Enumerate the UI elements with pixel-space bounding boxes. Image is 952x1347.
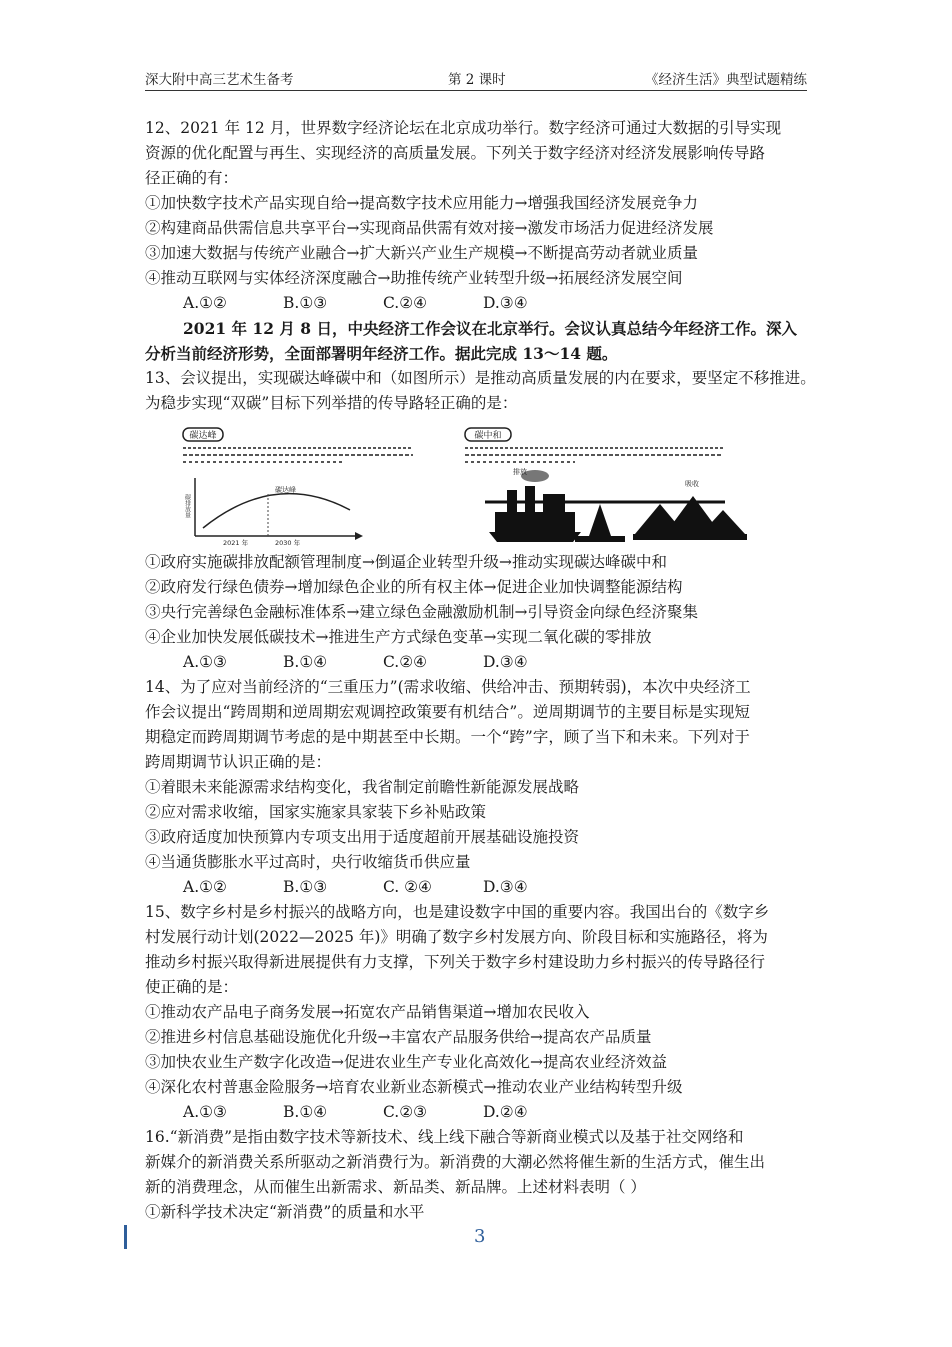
right-panel-title: 碳中和	[474, 431, 502, 441]
page-number: 3	[474, 1226, 486, 1247]
header-left: 深大附中高三艺术生备考	[145, 72, 294, 88]
statement-item: ③央行完善绿色金融标准体系→建立绿色金融激励机制→引导资金向绿色经济聚集	[145, 603, 698, 621]
answer-options	[145, 650, 835, 675]
option-b: B.①③	[283, 878, 328, 896]
left-panel-title: 碳达峰	[189, 431, 217, 441]
option-d: D.③④	[483, 653, 528, 671]
answer-options	[145, 875, 835, 900]
option-c: C. ②④	[383, 878, 432, 896]
question-stem: 15、数字乡村是乡村振兴的战略方向，也是建设数字中国的重要内容。我国出台的《数字乡	[145, 903, 770, 921]
question-stem: 16.“新消费”是指由数字技术等新技术、线上线下融合等新商业模式以及基于社交网络和	[145, 1128, 744, 1146]
question-stem: 跨周期调节认识正确的是：	[145, 753, 332, 771]
option-b: B.①④	[283, 653, 328, 671]
left-ylabel: 碳排放量	[183, 494, 191, 518]
statement-item: ①推动农产品电子商务发展→拓宽农产品销售渠道→增加农民收入	[145, 1003, 590, 1021]
right-left-label: 排放	[513, 468, 527, 476]
option-b: B.①③	[283, 294, 328, 312]
question-stem: 期稳定而跨周期调节考虑的是中期甚至中长期。一个“跨”字，顾了当下和未来。下列对于	[145, 728, 750, 746]
statement-item: ①新科学技术决定“新消费”的质量和水平	[145, 1203, 425, 1221]
statement-item: ③加快农业生产数字化改造→促进农业生产专业化高效化→提高农业经济效益	[145, 1053, 667, 1071]
question-stem: 新的消费理念，从而催生出新需求、新品类、新品牌。上述材料表明（ ）	[145, 1178, 646, 1196]
carbon-figure-graphic	[145, 424, 835, 546]
option-c: C.②③	[383, 1103, 428, 1121]
question-stem: 为稳步实现“双碳”目标下列举措的传导路轻正确的是：	[145, 394, 518, 412]
statement-item: ②推进乡村信息基础设施优化升级→丰富农产品服务供给→提高农产品质量	[145, 1028, 652, 1046]
option-d: D.③④	[483, 878, 528, 896]
statement-item: ①加快数字技术产品实现自给→提高数字技术应用能力→增强我国经济发展竞争力	[145, 194, 698, 212]
question-stem: 作会议提出“跨周期和逆周期宏观调控政策要有机结合”。逆周期调节的主要目标是实现短	[145, 703, 750, 721]
option-b: B.①④	[283, 1103, 328, 1121]
statement-item: ②构建商品供需信息共享平台→实现商品供需有效对接→激发市场活力促进经济发展	[145, 219, 714, 237]
statement-item: ③政府适度加快预算内专项支出用于适度超前开展基础设施投资	[145, 828, 580, 846]
option-a: A.①③	[183, 653, 227, 671]
statement-item: ①政府实施碳排放配额管理制度→倒逼企业转型升级→推动实现碳达峰碳中和	[145, 553, 667, 571]
question-stem: 使正确的是：	[145, 978, 239, 996]
left-x1: 2021 年	[223, 539, 249, 546]
statement-item: ②应对需求收缩，国家实施家具家装下乡补贴政策	[145, 803, 487, 821]
statement-item: ①着眼未来能源需求结构变化，我省制定前瞻性新能源发展战略	[145, 778, 580, 796]
question-12	[145, 116, 835, 316]
question-15	[145, 900, 835, 1125]
statement-item: ③加速大数据与传统产业融合→扩大新兴产业生产规模→不断提高劳动者就业质量	[145, 244, 698, 262]
question-16	[145, 1125, 835, 1225]
material-intro: 2021 年 12 月 8 日，中央经济工作会议在北京举行。会议认真总结今年经济工作。深入	[183, 319, 797, 338]
option-c: C.②④	[383, 294, 428, 312]
header-right: 《经济生活》典型试题精练	[645, 72, 807, 88]
statement-item: ④推动互联网与实体经济深度融合→助推传统产业转型升级→拓展经济发展空间	[145, 269, 683, 287]
option-a: A.①②	[183, 294, 227, 312]
carbon-figure	[145, 424, 835, 546]
question-13	[145, 366, 835, 675]
answer-options	[145, 1100, 835, 1125]
option-c: C.②④	[383, 653, 428, 671]
option-a: A.①②	[183, 878, 227, 896]
answer-options	[145, 291, 835, 316]
question-stem: 资源的优化配置与再生、实现经济的高质量发展。下列关于数字经济对经济发展影响传导路	[145, 144, 766, 162]
question-stem: 13、会议提出，实现碳达峰碳中和（如图所示）是推动高质量发展的内在要求，要坚定不移推进。	[145, 369, 816, 387]
page-margin-bar	[124, 1225, 127, 1249]
header-center: 第 2 课时	[448, 72, 506, 88]
question-stem: 12、2021 年 12 月，世界数字经济论坛在北京成功举行。数字经济可通过大数据的引导实现	[145, 119, 782, 137]
material-intro: 分析当前经济形势，全面部署明年经济工作。据此完成 13～14 题。	[145, 344, 618, 363]
document-body	[145, 116, 835, 1225]
statement-item: ④企业加快发展低碳技术→推进生产方式绿色变革→实现二氧化碳的零排放	[145, 628, 652, 646]
question-14	[145, 675, 835, 900]
statement-item: ④深化农村普惠金险服务→培育农业新业态新模式→推动农业产业结构转型升级	[145, 1078, 683, 1096]
question-stem: 径正确的有：	[145, 169, 239, 187]
statement-item: ④当通货膨胀水平过高时，央行收缩货币供应量	[145, 853, 471, 871]
question-stem: 村发展行动计划(2022—2025 年)》明确了数字乡村发展方向、阶段目标和实施路径，将为	[145, 928, 768, 946]
option-d: D.②④	[483, 1103, 528, 1121]
left-x2: 2030 年	[275, 539, 301, 546]
question-stem: 新媒介的新消费关系所驱动之新消费行为。新消费的大潮必然将催生新的生活方式，催生出	[145, 1153, 766, 1171]
page-header	[145, 68, 807, 91]
statement-item: ②政府发行绿色债券→增加绿色企业的所有权主体→促进企业加快调整能源结构	[145, 578, 683, 596]
option-a: A.①③	[183, 1103, 227, 1121]
option-d: D.③④	[483, 294, 528, 312]
left-curve-label: 碳达峰	[275, 486, 296, 494]
question-stem: 推动乡村振兴取得新进展提供有力支撑，下列关于数字乡村建设助力乡村振兴的传导路径行	[145, 953, 766, 971]
question-stem: 14、为了应对当前经济的“三重压力”(需求收缩、供给冲击、预期转弱)，本次中央经济工	[145, 678, 751, 696]
right-right-label: 吸收	[685, 480, 699, 488]
